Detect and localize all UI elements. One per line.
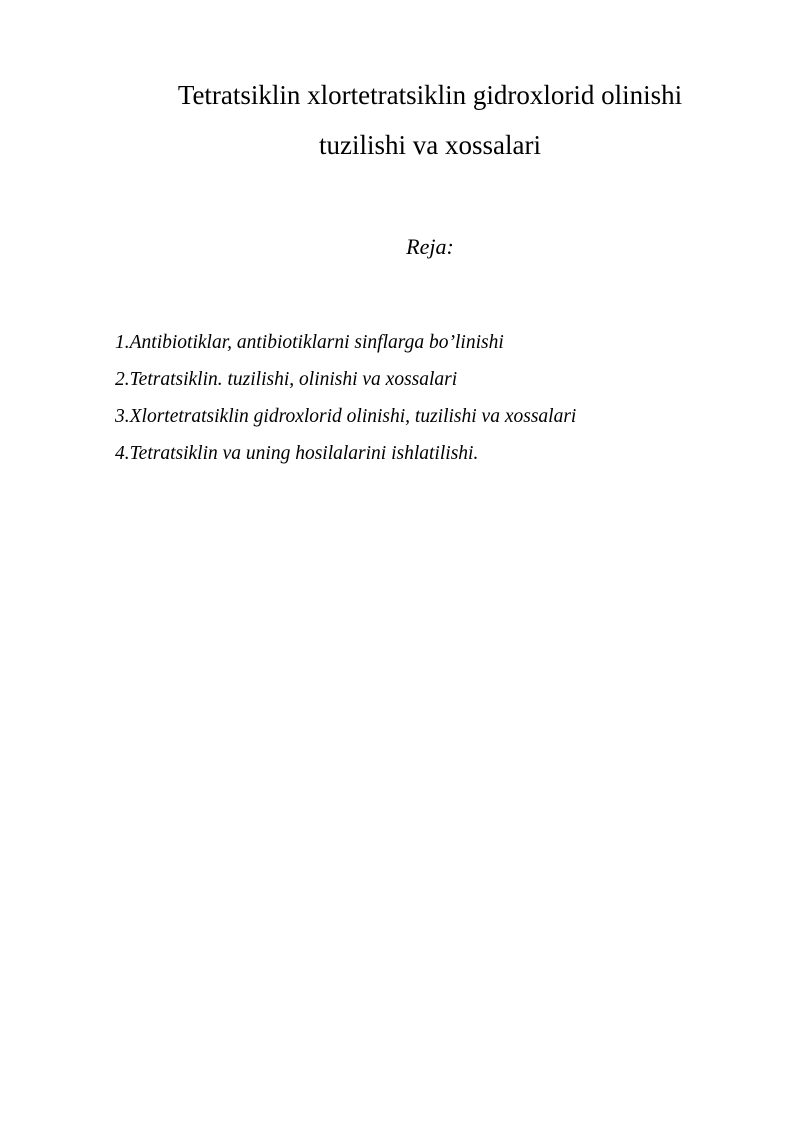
plan-heading: Reja:: [406, 234, 454, 259]
document-title-line-2: tuzilishi va xossalari: [319, 130, 541, 160]
plan-list: [115, 333, 576, 481]
plan-item-4: 4.Tetratsiklin va uning hosilalarini ishlatilishi.: [115, 443, 479, 464]
plan-item-3: 3.Xlortetratsiklin gidroxlorid olinishi, tuzilishi va xossalari: [115, 406, 577, 427]
plan-item-1: 1.Antibiotiklar, antibiotiklarni sinflarga bo’linishi: [115, 332, 504, 353]
document-title-line-1: Tetratsiklin xlortetratsiklin gidroxlorid olinishi: [177, 80, 683, 110]
plan-item-2: 2.Tetratsiklin. tuzilishi, olinishi va xossalari: [115, 369, 458, 390]
